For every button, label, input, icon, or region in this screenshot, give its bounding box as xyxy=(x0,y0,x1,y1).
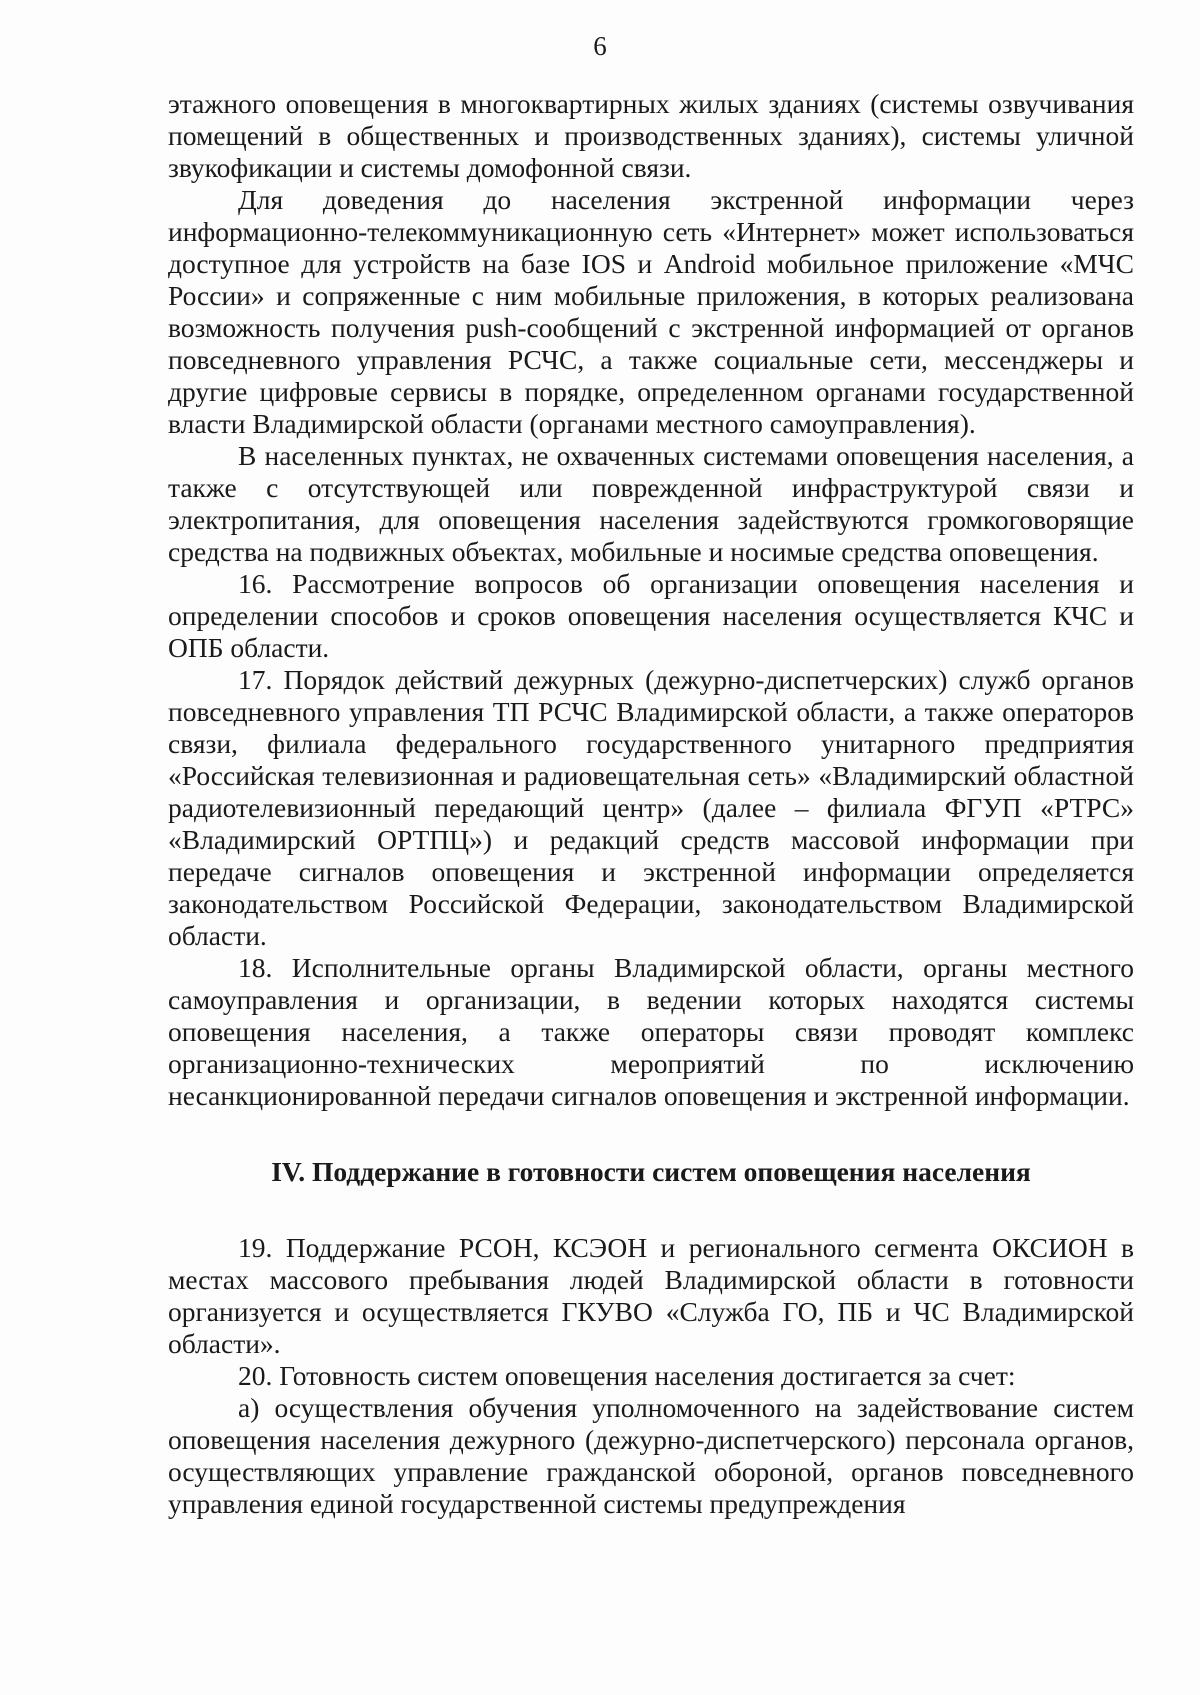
paragraph: 19. Поддержание РСОН, КСЭОН и регионального сегмента ОКСИОН в местах массового пребывания людей Владимирской области в готовности организуется и осуществляется ГКУВО «Служба ГО, ПБ и ЧС Владимирской области». xyxy=(168,1232,1134,1359)
paragraph: а) осуществления обучения уполномоченного на задействование систем оповещения населения дежурного (дежурно-диспетчерского) персонала органов, осуществляющих управление гражданской обороной, органов повседневного управления единой государственной системы предупреждения xyxy=(168,1392,1134,1519)
paragraph: 17. Порядок действий дежурных (дежурно-диспетчерских) служб органов повседневного управления ТП РСЧС Владимирской области, а также операторов связи, филиала федерального государственного унитарного предприятия «Российская телевизионная и радиовещательная сеть» «Владимирский областной радиотелевизионный передающий центр» (далее – филиала ФГУП «РТРС» «Владимирский ОРТПЦ») и редакций средств массовой информации при передаче сигналов оповещения и экстренной информации определяется законодательством Российской Федерации, законодательством Владимирской области. xyxy=(168,664,1134,951)
paragraph: 18. Исполнительные органы Владимирской области, органы местного самоуправления и организации, в ведении которых находятся системы оповещения населения, а также операторы связи проводят комплекс организационно-технических мероприятий по исключению несанкционированной передачи сигналов оповещения и экстренной информации. xyxy=(168,952,1134,1111)
paragraph: 20. Готовность систем оповещения населения достигается за счет: xyxy=(238,1360,1016,1391)
paragraph: 16. Рассмотрение вопросов об организации оповещения населения и определении способов и сроков оповещения населения осуществляется КЧС и ОПБ области. xyxy=(168,568,1134,663)
paragraphs-before-heading xyxy=(168,88,1134,1112)
document-body xyxy=(168,88,1134,1520)
paragraph: Для доведения до населения экстренной информации через информационно-телекоммуникационную сеть «Интернет» может использоваться доступное для устройств на базе IOS и Android мобильное приложение «МЧС России» и сопряженные с ним мобильные приложения, в которых реализована возможность получения push-сообщений с экстренной информацией от органов повседневного управления РСЧС, а также социальные сети, мессенджеры и другие цифровые сервисы в порядке, определенном органами государственной власти Владимирской области (органами местного самоуправления). xyxy=(168,184,1134,439)
paragraph: этажного оповещения в многоквартирных жилых зданиях (системы озвучивания помещений в общественных и производственных зданиях), системы уличной звукофикации и системы домофонной связи. xyxy=(168,88,1134,183)
page-number: 6 xyxy=(593,31,607,61)
paragraphs-after-heading xyxy=(168,1232,1134,1520)
section-heading: IV. Поддержание в готовности систем оповещения населения xyxy=(271,1156,1031,1187)
paragraph: В населенных пунктах, не охваченных системами оповещения населения, а также с отсутствующей или поврежденной инфраструктурой связи и электропитания, для оповещения населения задействуются громкоговорящие средства на подвижных объектах, мобильные и носимые средства оповещения. xyxy=(168,440,1134,567)
